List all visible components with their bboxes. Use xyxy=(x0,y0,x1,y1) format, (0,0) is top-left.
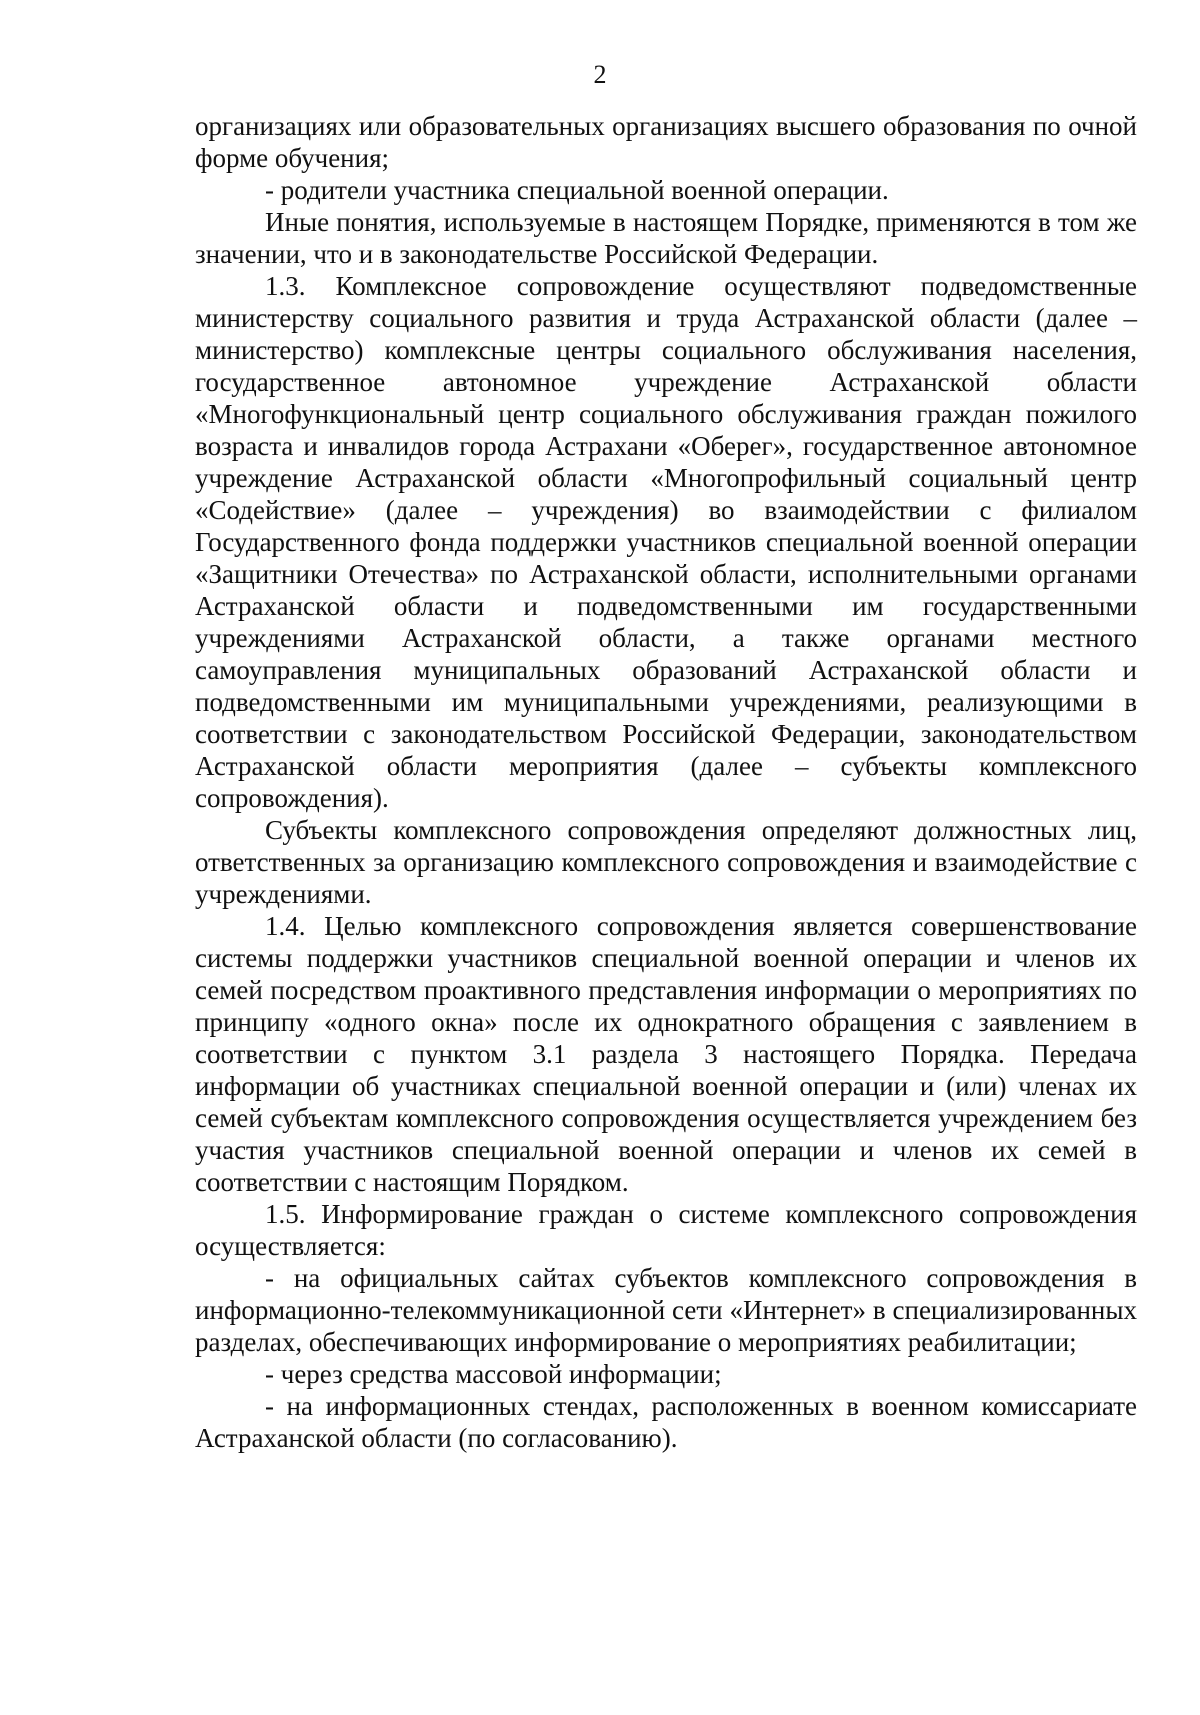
list-item-media: - через средства массовой информации; xyxy=(265,1359,722,1389)
page-number: 2 xyxy=(593,60,607,89)
document-body xyxy=(195,110,1137,1454)
paragraph-continuation: организациях или образовательных организациях высшего образования по очной форме обучения; xyxy=(195,111,1137,173)
list-item-websites: - на официальных сайтах субъектов комплексного сопровождения в информационно-телекоммуникационной сети «Интернет» в специализированных разделах, обеспечивающих информирование о мероприятиях реабилитации; xyxy=(195,1263,1137,1357)
list-item-parents: - родители участника специальной военной операции. xyxy=(265,175,889,205)
paragraph-subjects: Субъекты комплексного сопровождения определяют должностных лиц, ответственных за организацию комплексного сопровождения и взаимодействие с учреждениями. xyxy=(195,815,1137,909)
paragraph-1-5: 1.5. Информирование граждан о системе комплексного сопровождения осуществляется: xyxy=(195,1199,1137,1261)
paragraph-other-concepts: Иные понятия, используемые в настоящем Порядке, применяются в том же значении, что и в законодательстве Российской Федерации. xyxy=(195,207,1137,269)
list-item-stands: - на информационных стендах, расположенных в военном комиссариате Астраханской области (по согласованию). xyxy=(195,1391,1137,1453)
paragraph-1-3: 1.3. Комплексное сопровождение осуществляют подведомственные министерству социального развития и труда Астраханской области (далее – министерство) комплексные центры социального обслуживания населения, государственное автономное учреждение Астраханской области «Многофункциональный центр социального обслуживания граждан пожилого возраста и инвалидов города Астрахани «Оберег», государственное автономное учреждение Астраханской области «Многопрофильный социальный центр «Содействие» (далее – учреждения) во взаимодействии с филиалом Государственного фонда поддержки участников специальной военной операции «Защитники Отечества» по Астраханской области, исполнительными органами Астраханской области и подведомственными им государственными учреждениями Астраханской области, а также органами местного самоуправления муниципальных образований Астраханской области и подведомственными им муниципальными учреждениями, реализующими в соответствии с законодательством Российской Федерации, законодательством Астраханской области мероприятия (далее – субъекты комплексного сопровождения). xyxy=(195,271,1137,813)
paragraph-1-4: 1.4. Целью комплексного сопровождения является совершенствование системы поддержки участников специальной военной операции и членов их семей посредством проактивного представления информации о мероприятиях по принципу «одного окна» после их однократного обращения с заявлением в соответствии с пунктом 3.1 раздела 3 настоящего Порядка. Передача информации об участниках специальной военной операции и (или) членах их семей субъектам комплексного сопровождения осуществляется учреждением без участия участников специальной военной операции и членов их семей в соответствии с настоящим Порядком. xyxy=(195,911,1137,1197)
